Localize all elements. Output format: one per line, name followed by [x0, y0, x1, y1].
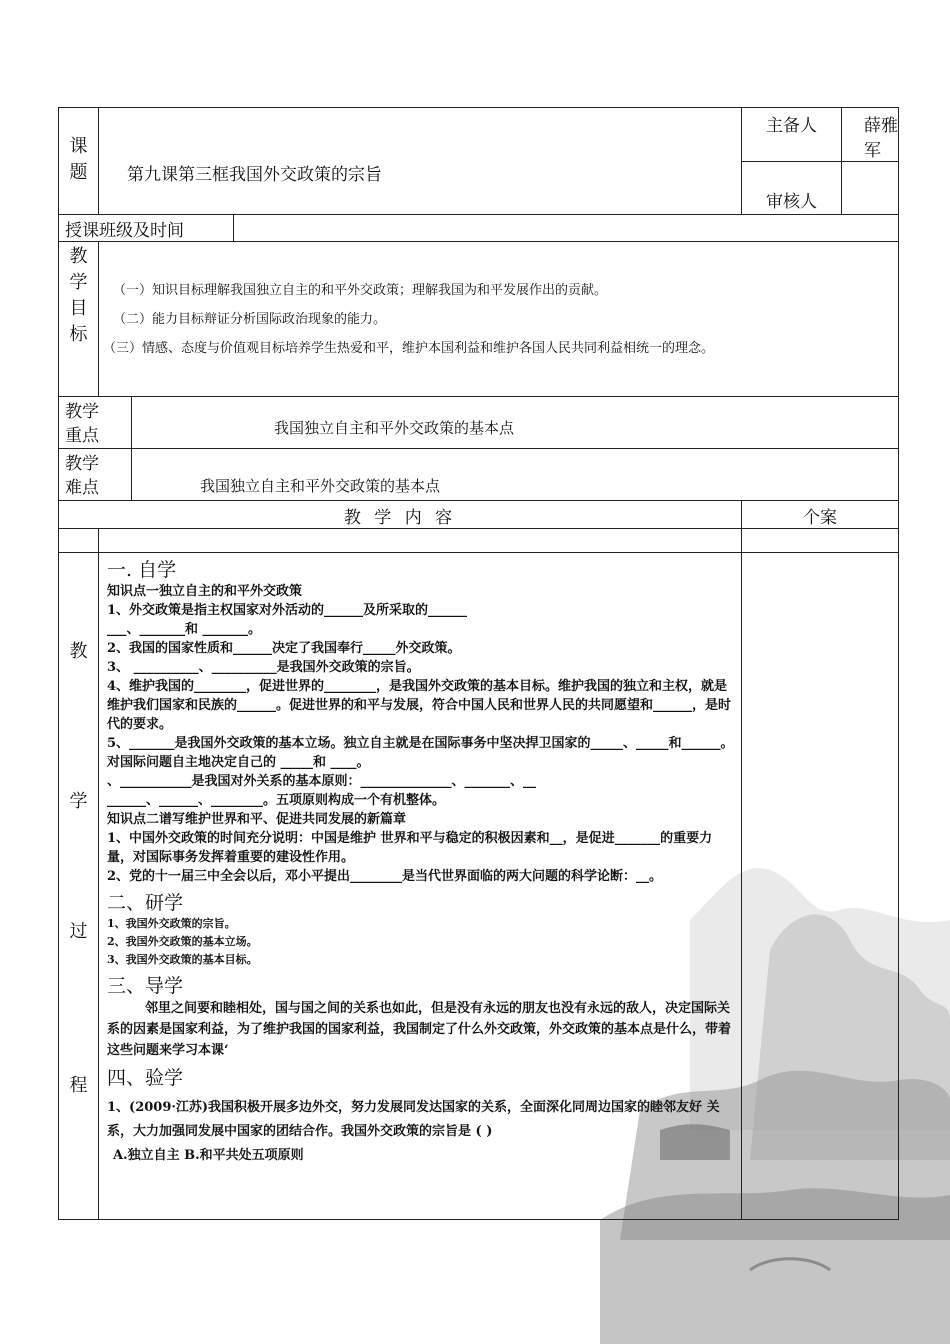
- objectives-label: [59, 242, 99, 397]
- objectives-label-char: 目: [69, 298, 88, 319]
- key-point-text: 我国独立自主和平外交政策的基本点: [274, 419, 515, 437]
- process-label-char: 过: [69, 921, 88, 942]
- guide-text: 邻里之间要和睦相处，国与国之间的关系也如此，但是没有永远的朋友也没有永远的敌人，决定国际关系的因素是国家利益，为了维护我国的国家利益，我国制定了什么外交政策，外交政策的基本点是什么，带着这些问题来学习本课‘: [107, 1001, 732, 1058]
- key-point-label-line: 重点: [65, 426, 99, 446]
- process-label-char: 教: [69, 641, 88, 662]
- self-study-title: 一. 自学: [107, 559, 177, 581]
- difficulty-content: [132, 449, 899, 501]
- objectives-label-char: 教: [69, 246, 88, 267]
- reviewer-name[interactable]: [842, 162, 899, 215]
- objectives-content: [99, 242, 899, 397]
- objectives-label-char: 标: [69, 324, 88, 345]
- preparer-name: 薛雅军: [842, 108, 899, 162]
- reviewer-label: 审核人: [742, 162, 842, 215]
- process-label-char: 学: [69, 791, 88, 812]
- research-title: 二、研学: [107, 892, 184, 914]
- case-header: 个案: [742, 501, 899, 529]
- topic-label-char-2: 题: [69, 162, 88, 183]
- knowledge-point-1-title: 知识点一独立自主的和平外交政策: [107, 584, 303, 599]
- objective-item: （二）能力目标辩证分析国际政治现象的能力。: [113, 312, 387, 327]
- difficulty-text: 我国独立自主和平外交政策的基本点: [200, 477, 441, 495]
- research-item: 2、我国外交政策的基本立场。: [107, 935, 258, 948]
- preparer-label: 主备人: [742, 108, 842, 162]
- guide-title: 三、导学: [107, 975, 184, 997]
- test-options: A.独立自主 B.和平共处五项原则: [113, 1148, 304, 1163]
- topic-label-cell: [59, 108, 99, 215]
- self-study-line: 5、_______是我国外交政策的基本立场。独立自主就是在国际事务中坚决捍卫国家的_____、_____和______。对国际问题自主地决定自己的 _____和 ____。: [107, 736, 734, 770]
- self-study-line: ___、_______和 _______。: [107, 622, 262, 637]
- objective-item: （三）情感、态度与价值观目标培养学生热爱和平，维护本国利益和维护各国人民共同利益相统一的理念。: [103, 341, 715, 356]
- topic-label-char-1: 课: [69, 136, 88, 157]
- self-study-line: 2、我国的国家性质和______决定了我国奉行_____外交政策。: [107, 641, 461, 656]
- difficulty-label: [59, 449, 132, 501]
- case-notes-cell[interactable]: [742, 553, 899, 1220]
- class-time-label: 授课班级及时间: [59, 215, 234, 242]
- test-question: 1、(2009·江苏)我国积极开展多边外交，努力发展同发达国家的关系，全面深化同周边国家的睦邻友好 关系，大力加强同发展中国家的团结合作。我国外交政策的宗旨是 ( ): [107, 1100, 720, 1139]
- objective-item: （一）知识目标理解我国独立自主的和平外交政策；理解我国为和平发展作出的贡献。: [113, 283, 608, 298]
- topic-cell: [99, 108, 742, 215]
- class-time-value[interactable]: [234, 215, 899, 242]
- key-point-label-line: 教学: [65, 402, 99, 422]
- self-study-line: 4、维护我国的________，促进世界的________，是我国外交政策的基本目标。维护我国的独立和主权，就是维护我们国家和民族的______。促进世界的和平与发展，符合中国人民和世界人民的共同愿望和______，是时代的要求。: [107, 679, 732, 732]
- process-content: [99, 553, 742, 1220]
- self-study-line: 1、外交政策是指主权国家对外活动的______及所采取的______: [107, 603, 468, 618]
- research-item: 1、我国外交政策的宗旨。: [107, 917, 236, 930]
- process-label-char: 程: [69, 1075, 88, 1096]
- research-item: 3、我国外交政策的基本目标。: [107, 953, 258, 966]
- knowledge-point-2-title: 知识点二谱写维护世界和平、促进共同发展的新篇章: [107, 812, 407, 827]
- content-header: 教 学 内 容: [59, 501, 742, 529]
- topic-title: 第九课第三框我国外交政策的宗旨: [127, 165, 382, 185]
- difficulty-label-line: 教学: [65, 454, 99, 474]
- process-label: [59, 553, 99, 1220]
- objectives-label-char: 学: [69, 272, 88, 293]
- difficulty-label-line: 难点: [65, 478, 99, 498]
- self-study-line: 、___________是我国对外关系的基本原则：______________、_______、__: [107, 774, 537, 789]
- self-study-line: 1、中国外交政策的时间充分说明：中国是维护 世界和平与稳定的积极因素和__，是促进_______的重要力量，对国际事务发挥着重要的建设性作用。: [107, 831, 713, 865]
- lesson-plan-table: [58, 107, 899, 1220]
- self-study-line: ______、______、________。五项原则构成一个有机整体。: [107, 793, 446, 808]
- test-title: 四、验学: [107, 1067, 184, 1089]
- key-point-content: [132, 397, 899, 449]
- key-point-label: [59, 397, 132, 449]
- self-study-line: 3、 __________、__________是我国外交政策的宗旨。: [107, 660, 420, 675]
- blank-cell: [59, 529, 99, 553]
- blank-cell: [99, 529, 742, 553]
- self-study-line: 2、党的十一届三中全会以后，邓小平提出________是当代世界面临的两大问题的科学论断：__。: [107, 869, 663, 884]
- blank-cell: [742, 529, 899, 553]
